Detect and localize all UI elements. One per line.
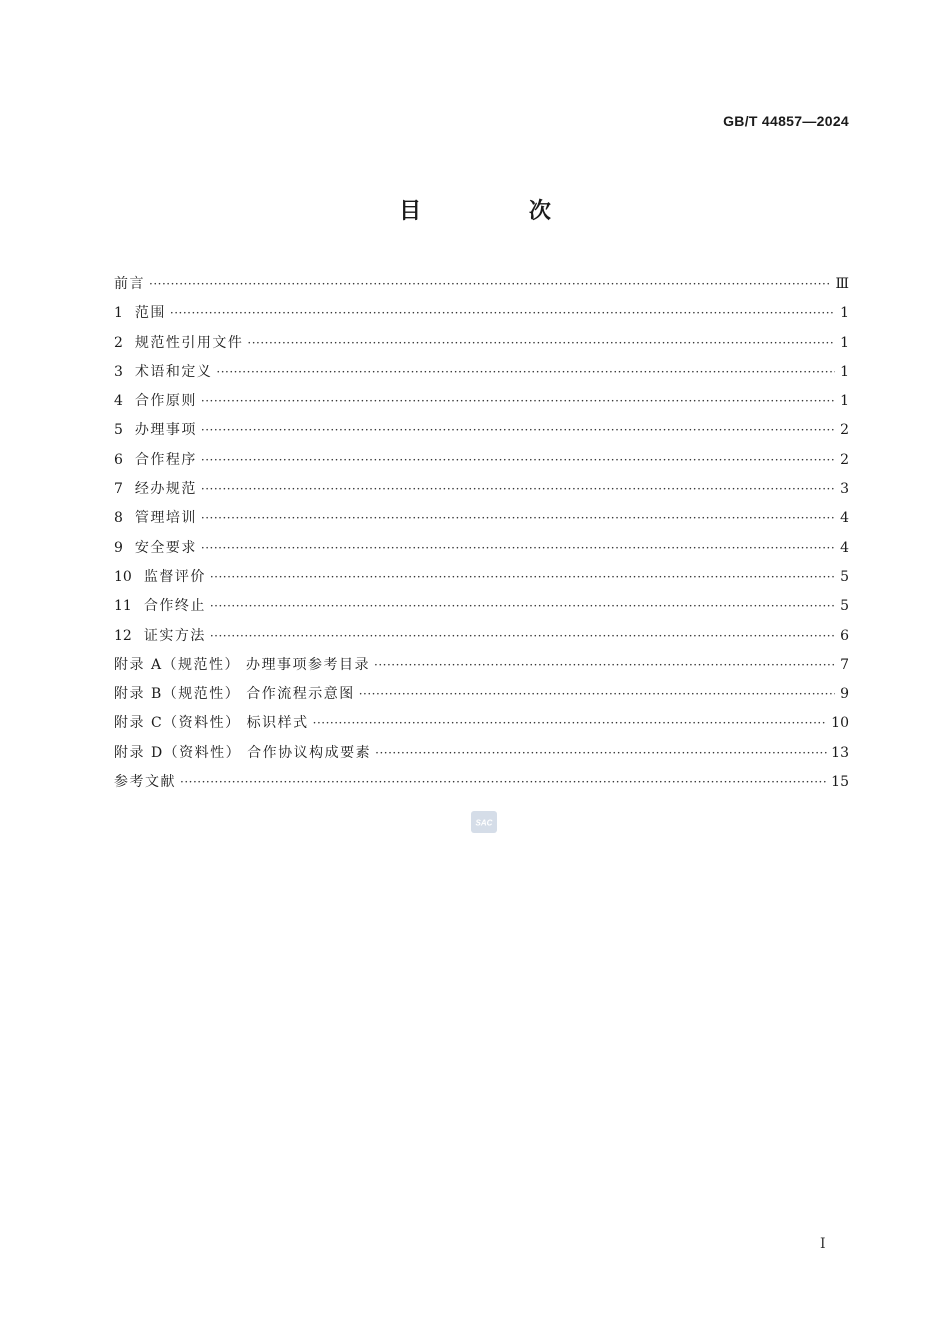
toc-dot-leader: [247, 329, 835, 358]
toc-entry-label: [114, 475, 197, 504]
toc-dot-leader: [210, 622, 835, 651]
toc-dot-leader: [170, 299, 835, 328]
toc-entry-page: 3: [840, 481, 849, 498]
toc-entry[interactable]: [114, 358, 849, 387]
toc-entry-page: 1: [840, 393, 849, 410]
toc-entry-page: 2: [840, 451, 849, 468]
toc-entry-number: 12: [114, 627, 132, 644]
toc-entry[interactable]: [114, 387, 849, 416]
toc-entry-label: [114, 651, 370, 680]
toc-dot-leader: [201, 416, 835, 445]
table-of-contents: [114, 270, 849, 797]
toc-dot-leader: [313, 709, 828, 738]
toc-dot-leader: [374, 651, 835, 680]
toc-entry-page: 9: [840, 686, 849, 703]
toc-entry[interactable]: [114, 768, 849, 797]
toc-entry-text: 安全要求: [134, 539, 197, 556]
toc-entry-label: [114, 622, 206, 651]
toc-entry-label: [114, 680, 355, 709]
toc-dot-leader: [201, 534, 835, 563]
toc-entry-number: 5: [114, 422, 123, 439]
toc-entry-page: 1: [840, 305, 849, 322]
toc-entry[interactable]: [114, 534, 849, 563]
toc-entry-number: 2: [114, 334, 123, 351]
svg-text:SAC: SAC: [475, 818, 493, 828]
toc-entry[interactable]: [114, 563, 849, 592]
toc-entry-text: 证实方法: [143, 627, 206, 644]
toc-dot-leader: [210, 563, 835, 592]
toc-entry-label: [114, 739, 371, 768]
toc-entry[interactable]: [114, 475, 849, 504]
toc-entry-number: 9: [114, 539, 123, 556]
toc-entry[interactable]: [114, 299, 849, 328]
toc-entry-label: [114, 416, 197, 445]
toc-entry-page: 1: [840, 334, 849, 351]
toc-entry-number: 7: [114, 481, 123, 498]
toc-dot-leader: [201, 504, 835, 533]
toc-dot-leader: [201, 475, 835, 504]
toc-entry-page: 7: [840, 656, 849, 673]
toc-entry[interactable]: [114, 709, 849, 738]
page-title: 目 次: [399, 199, 601, 224]
toc-entry[interactable]: [114, 592, 849, 621]
toc-entry[interactable]: [114, 739, 849, 768]
toc-dot-leader: [149, 270, 831, 299]
toc-entry[interactable]: [114, 270, 849, 299]
toc-entry-page: 15: [831, 774, 849, 791]
toc-dot-leader: [180, 768, 827, 797]
toc-entry-label: [114, 358, 212, 387]
toc-entry-number: 6: [114, 451, 123, 468]
toc-entry-label: [114, 504, 197, 533]
toc-entry-text: 参考文献: [114, 774, 176, 791]
sac-watermark-logo: [471, 811, 497, 833]
toc-entry-text: 前言: [114, 276, 145, 292]
toc-dot-leader: [216, 358, 835, 387]
toc-entry-page: 4: [840, 510, 849, 527]
toc-entry-label: [114, 329, 243, 358]
toc-entry-number: 11: [114, 598, 132, 615]
toc-entry-page: 2: [840, 422, 849, 439]
toc-entry-text: 合作原则: [134, 393, 197, 410]
toc-entry[interactable]: [114, 416, 849, 445]
toc-entry-text: 术语和定义: [134, 363, 213, 380]
standard-code: GB/T 44857—2024: [723, 113, 849, 129]
toc-entry-label: [114, 534, 197, 563]
toc-entry-label: [114, 768, 176, 797]
toc-entry-text: 监督评价: [143, 568, 206, 585]
toc-dot-leader: [210, 592, 835, 621]
toc-entry-label: [114, 270, 145, 299]
toc-entry-label: [114, 299, 166, 328]
toc-entry[interactable]: [114, 651, 849, 680]
toc-entry-page: 5: [840, 568, 849, 585]
toc-entry-label: [114, 387, 197, 416]
toc-entry-text: 合作终止: [143, 598, 206, 615]
toc-entry-label: [114, 446, 197, 475]
toc-entry-number: 4: [114, 393, 123, 410]
toc-entry-page: 1: [840, 363, 849, 380]
page-number: I: [820, 1236, 826, 1252]
toc-entry-text: 经办规范: [134, 481, 197, 498]
toc-entry-label: [114, 592, 206, 621]
toc-entry-text: 附录 A（规范性） 办理事项参考目录: [114, 656, 371, 673]
toc-entry[interactable]: [114, 680, 849, 709]
toc-entry-number: 8: [114, 510, 123, 527]
toc-dot-leader: [375, 739, 827, 768]
toc-entry-page: 5: [840, 598, 849, 615]
toc-entry-number: 1: [114, 305, 123, 322]
toc-dot-leader: [201, 446, 835, 475]
toc-entry-text: 规范性引用文件: [134, 334, 244, 351]
toc-entry-label: [114, 709, 309, 738]
toc-entry-text: 附录 D（资料性） 合作协议构成要素: [114, 744, 372, 761]
toc-entry-text: 办理事项: [134, 422, 197, 439]
toc-entry-text: 附录 B（规范性） 合作流程示意图: [114, 686, 355, 703]
toc-entry-page: Ⅲ: [835, 276, 849, 292]
toc-entry[interactable]: [114, 446, 849, 475]
toc-dot-leader: [201, 387, 835, 416]
toc-entry-text: 合作程序: [134, 451, 197, 468]
toc-entry[interactable]: [114, 329, 849, 358]
toc-entry[interactable]: [114, 504, 849, 533]
toc-entry-label: [114, 563, 206, 592]
toc-entry-text: 范围: [134, 305, 166, 322]
toc-entry-text: 管理培训: [134, 510, 197, 527]
toc-entry-page: 13: [831, 744, 849, 761]
toc-entry-text: 附录 C（资料性） 标识样式: [114, 715, 309, 732]
toc-entry-number: 10: [114, 568, 132, 585]
toc-entry-number: 3: [114, 363, 123, 380]
toc-entry[interactable]: [114, 622, 849, 651]
toc-entry-page: 10: [831, 715, 849, 732]
toc-entry-page: 4: [840, 539, 849, 556]
toc-dot-leader: [359, 680, 835, 709]
toc-entry-page: 6: [840, 627, 849, 644]
